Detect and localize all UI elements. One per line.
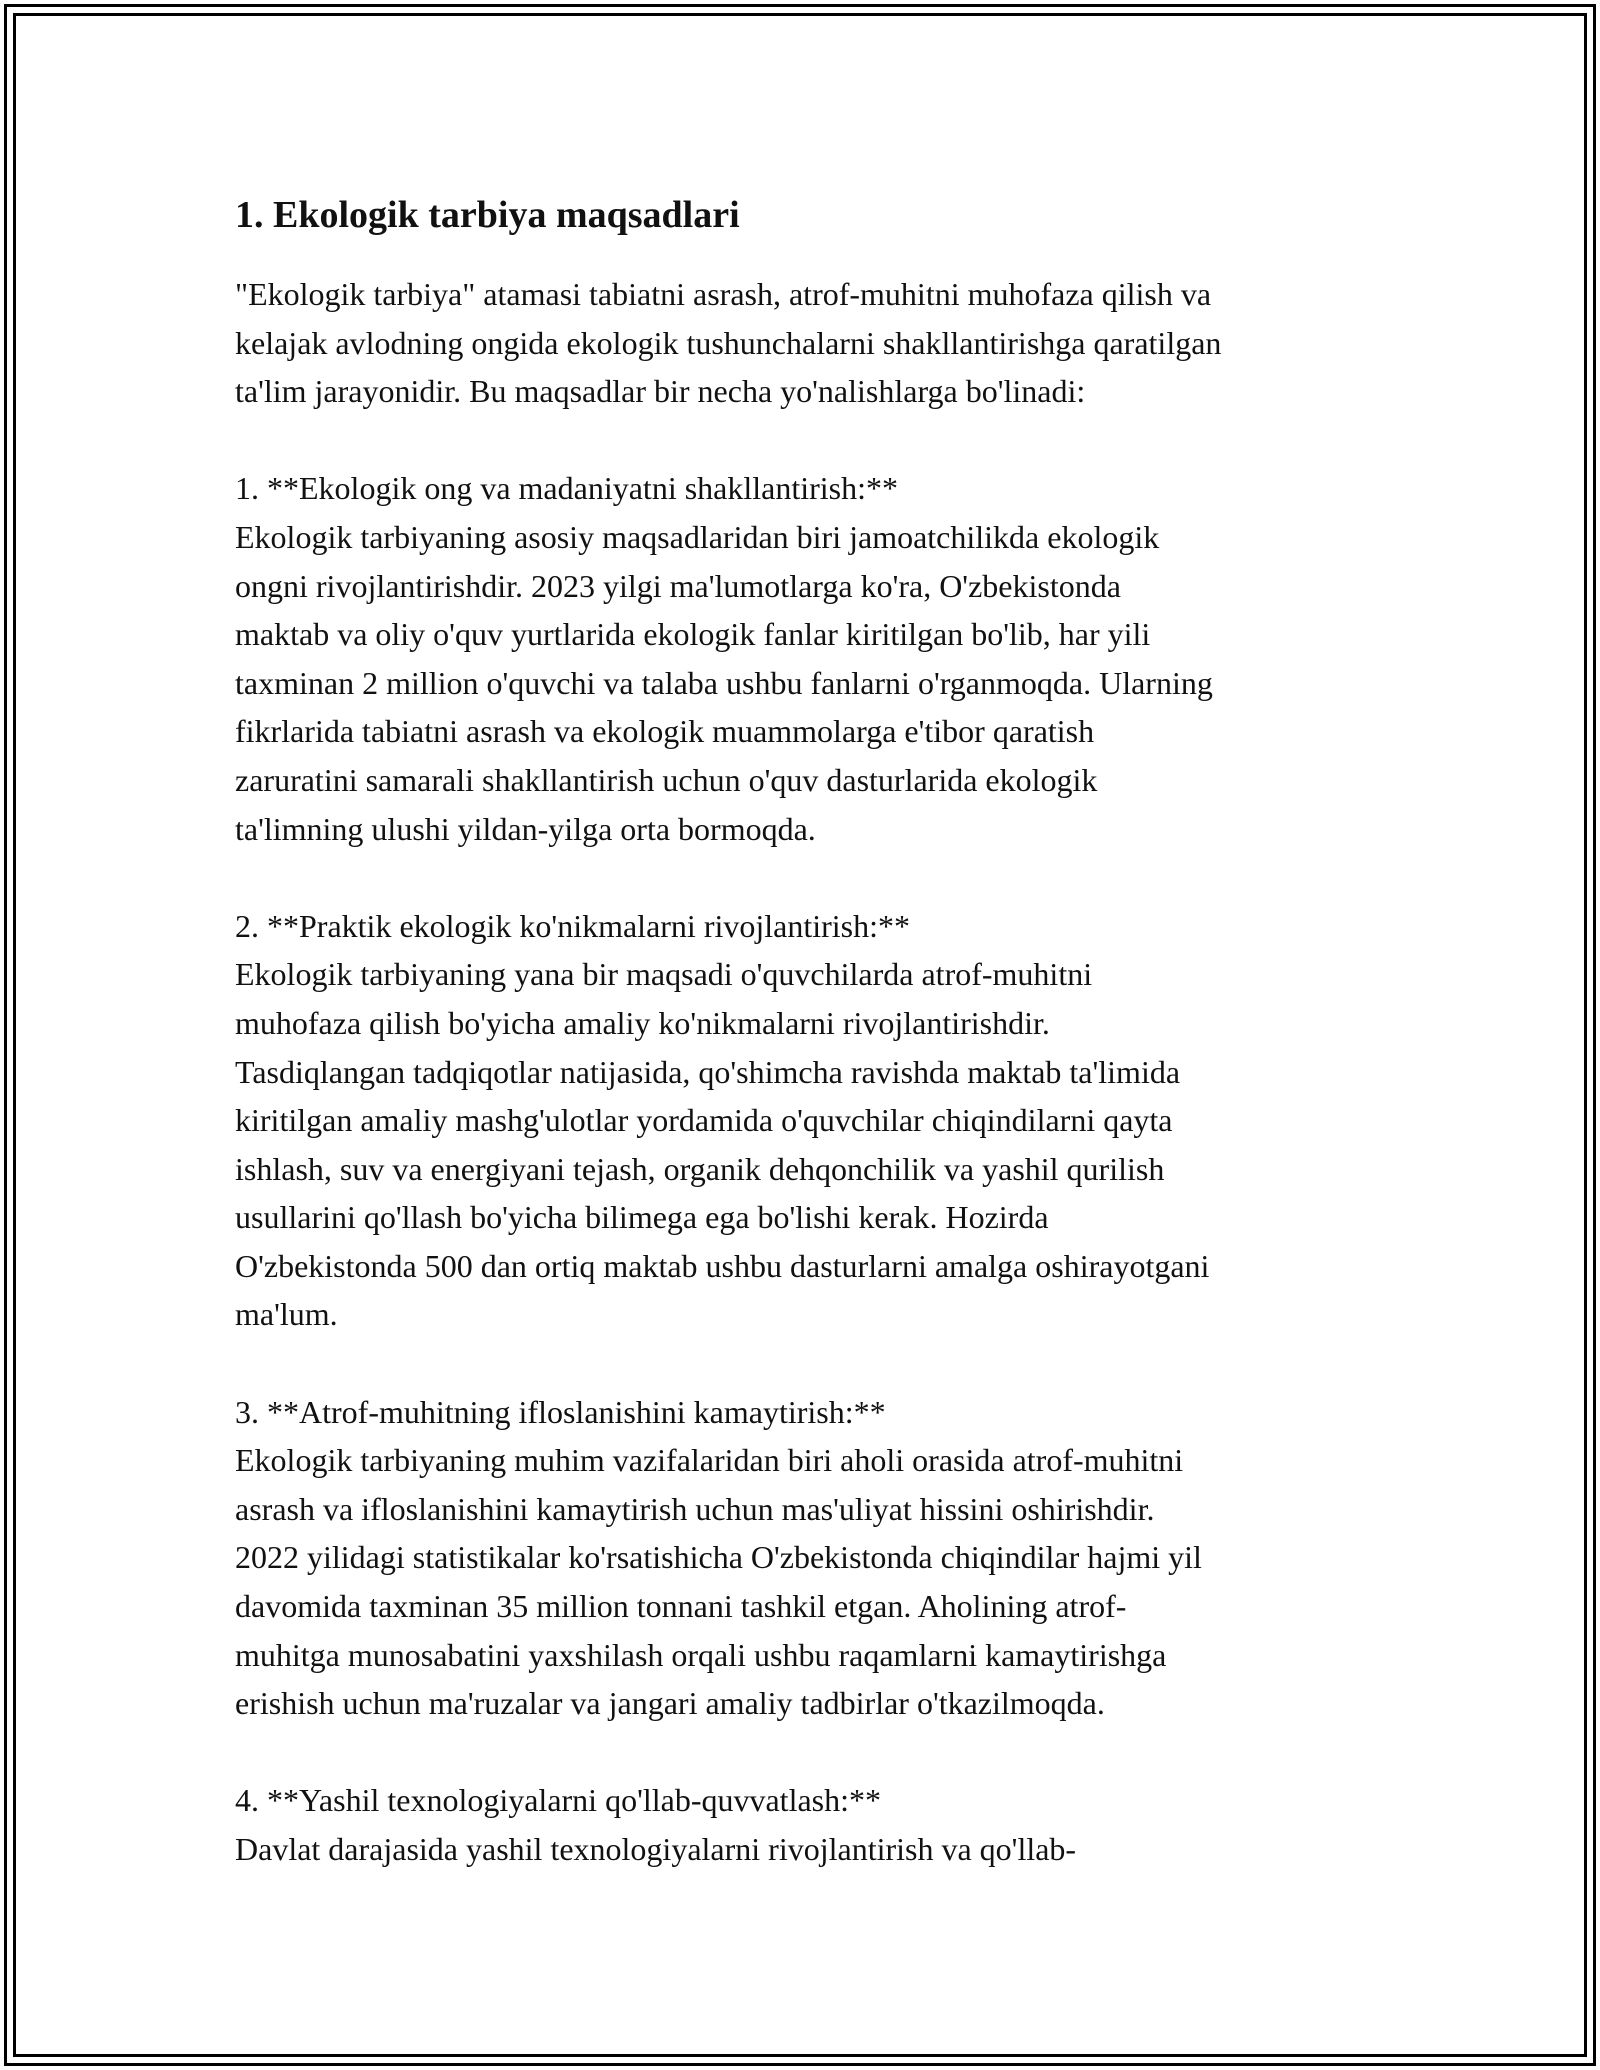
list-item-body-3: Ekologik tarbiyaning muhim vazifalaridan biri aholi orasida atrof-muhitni asrash va ifloslanishini kamaytirish uchun mas'uliyat hissini oshirishdir. 2022 yilidagi statistikalar ko'rsatishicha O'zbekistonda chiqindilar hajmi yil davomida taxminan 35 million tonnani tashkil etgan. Aholining atrof- muhitga munosabatini yaxshilash orqali ushbu raqamlarni kamaytirishga erishish uchun ma'ruzalar va jangari amaliy tadbirlar o'tkazilmoqda. [235,1442,1202,1722]
section-heading: 1. Ekologik tarbiya maqsadlari [235,194,740,236]
document-body [235,182,1385,1874]
paragraph-gap [235,853,1385,902]
paragraph-gap [235,1728,1385,1777]
list-item-title-3: 3. **Atrof-muhitning ifloslanishini kamaytirish:** [235,1393,886,1430]
list-item-title-4: 4. **Yashil texnologiyalarni qo'llab-quvvatlash:** [235,1782,881,1819]
paragraph-gap [235,1339,1385,1388]
list-item-title-1: 1. **Ekologik ong va madaniyatni shakllantirish:** [235,470,899,507]
list-item-body-2: Ekologik tarbiyaning yana bir maqsadi o'quvchilarda atrof-muhitni muhofaza qilish bo'yicha amaliy ko'nikmalarni rivojlantirishdir. Tasdiqlangan tadqiqotlar natijasida, qo'shimcha ravishda maktab ta'limida kiritilgan amaliy mashg'ulotlar yordamida o'quvchilar chiqindilarni qayta ishlash, suv va energiyani tejash, organik dehqonchilik va yashil qurilish usullarini qo'llash bo'yicha bilimega ega bo'lishi kerak. Hozirda O'zbekistonda 500 dan ortiq maktab ushbu dasturlarni amalga oshirayotgani ma'lum. [235,956,1210,1333]
list-item-title-2: 2. **Praktik ekologik ko'nikmalarni rivojlantirish:** [235,907,911,944]
list-item-body-1: Ekologik tarbiyaning asosiy maqsadlaridan biri jamoatchilikda ekologik ongni rivojlantirishdir. 2023 yilgi ma'lumotlarga ko'ra, O'zbekistonda maktab va oliy o'quv yurtlarida ekologik fanlar kiritilgan bo'lib, har yili taxminan 2 million o'quvchi va talaba ushbu fanlarni o'rganmoqda. Ularning fikrlarida tabiatni asrash va ekologik muammolarga e'tibor qaratish zaruratini samarali shakllantirish uchun o'quv dasturlarida ekologik ta'limning ulushi yildan-yilga orta bormoqda. [235,518,1213,847]
paragraph-gap [235,416,1385,465]
list-item-body-4: Davlat darajasida yashil texnologiyalarni rivojlantirish va qo'llab- [235,1831,1077,1867]
intro-paragraph: "Ekologik tarbiya" atamasi tabiatni asrash, atrof-muhitni muhofaza qilish va kelajak avlodning ongida ekologik tushunchalarni shakllantirishga qaratilgan ta'lim jarayonidir. Bu maqsadlar bir necha yo'nalishlarga bo'linadi: [235,276,1222,410]
